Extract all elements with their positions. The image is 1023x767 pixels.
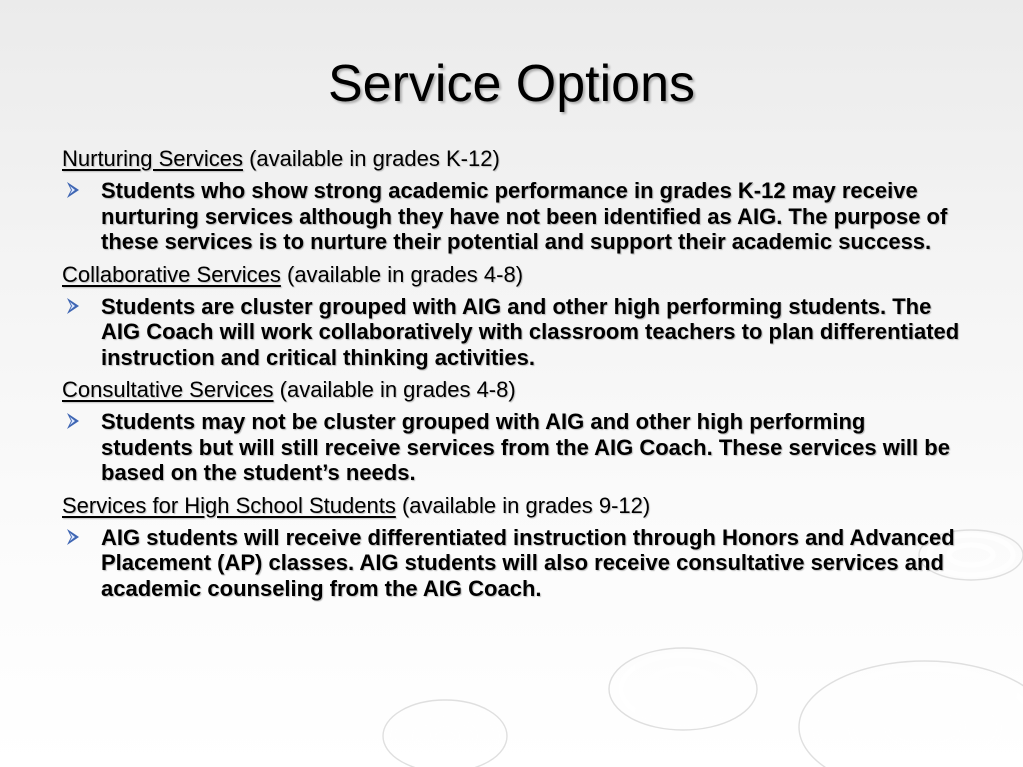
bullet-item [62,294,962,371]
section-availability: (available in grades 9-12) [401,492,651,518]
section-availability: (available in grades 4-8) [279,377,516,402]
bullet-text: Students are cluster grouped with AIG and other high performing students. The AIG Coach will work collaboratively with classroom teachers to plan differentiated instruction and critical thinking activities. [101,293,960,370]
section-heading-consultative [62,377,962,403]
section-availability: (available in grades K-12) [249,146,500,171]
bullet-item [62,178,962,255]
section-name: Consultative Services [62,377,274,402]
bullet-text: Students may not be cluster grouped with AIG and other high performing students but will still receive services from the AIG Coach. These services will be based on the student’s needs. [101,409,950,485]
chevron-right-icon [66,528,80,546]
chevron-right-icon [66,412,80,430]
section-heading-nurturing [62,146,962,172]
section-name: Collaborative Services [62,261,281,287]
section-heading-collaborative [62,262,962,288]
slide-title: Service Options [327,55,696,113]
bullet-item [62,525,962,602]
chevron-right-icon [66,297,80,315]
section-availability: (available in grades 4-8) [287,261,524,287]
service-options-list [62,146,962,608]
bullet-item [62,409,962,486]
bullet-text: AIG students will receive differentiated instruction through Honors and Advanced Placement (AP) classes. AIG students will also receive consultative services and academic counseling from the AIG Coach. [101,524,955,601]
section-name: Nurturing Services [62,146,243,171]
chevron-right-icon [66,181,80,199]
bullet-text: Students who show strong academic performance in grades K-12 may receive nurturing services although they have not been identified as AIG. The purpose of these services is to nurture their potential and support their academic success. [101,178,948,254]
section-heading-high-school [62,493,962,519]
section-name: Services for High School Students [62,492,396,518]
